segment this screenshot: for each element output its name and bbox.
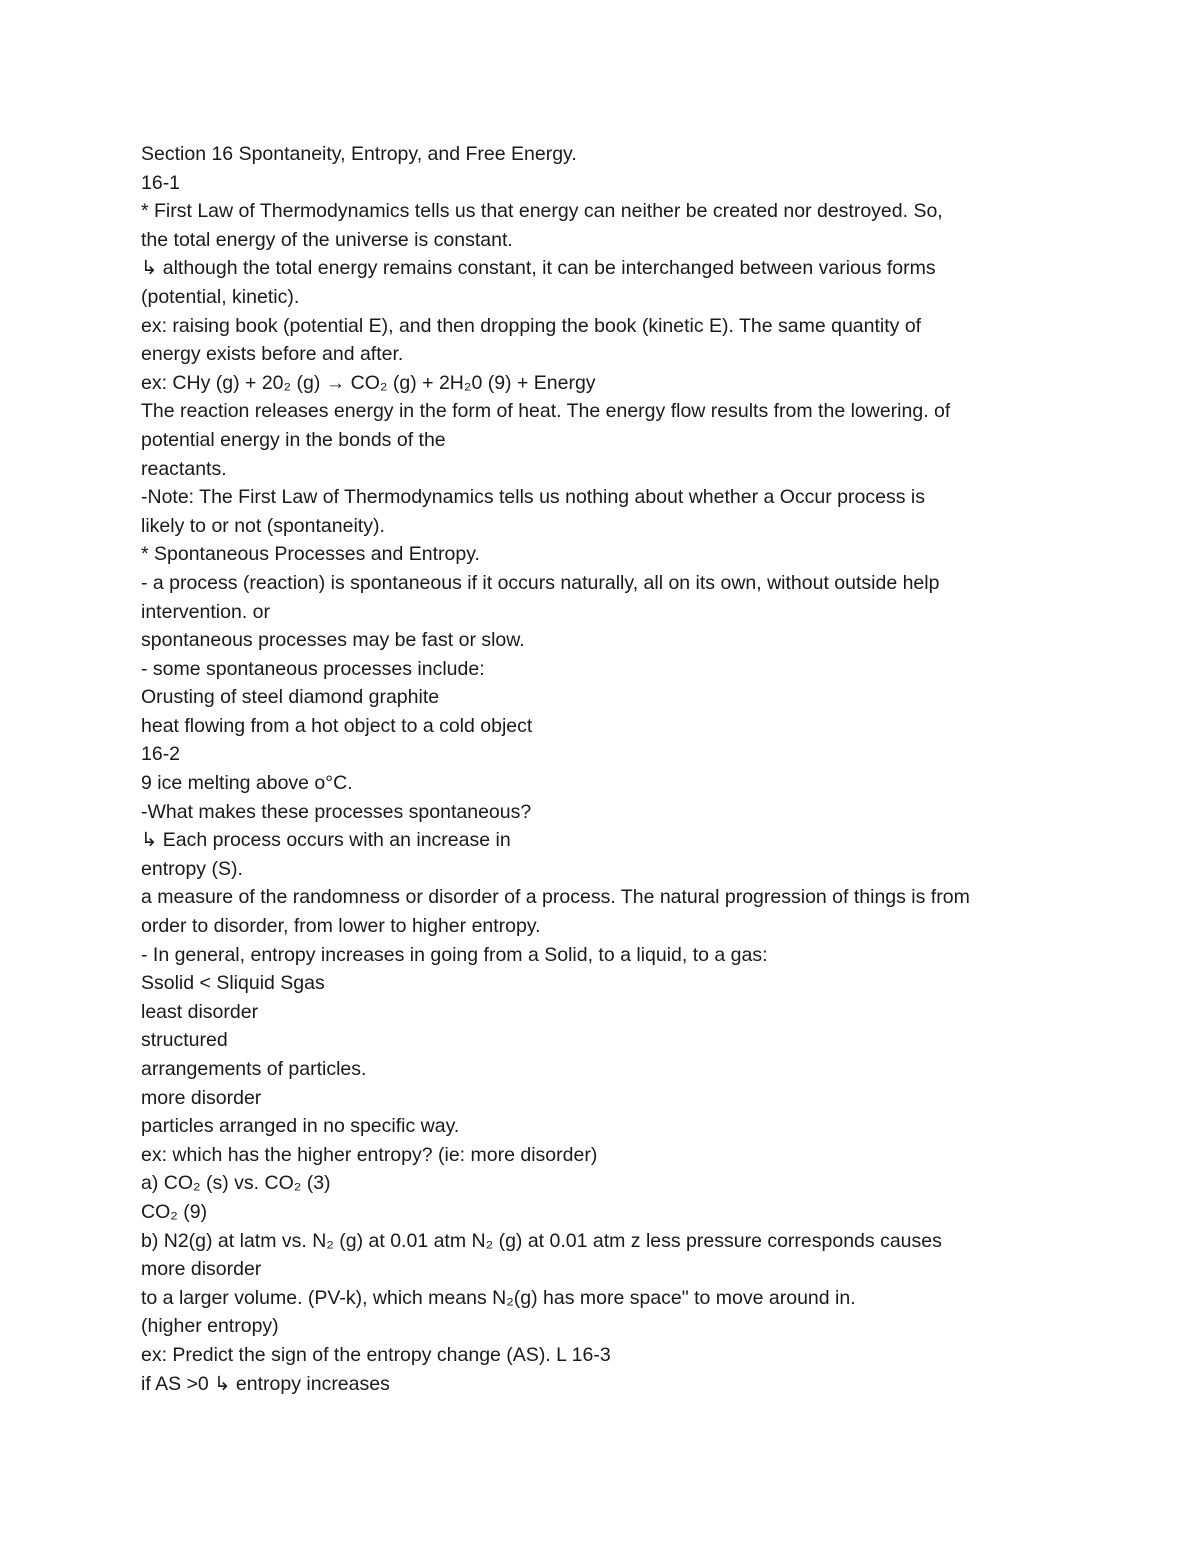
text-line: - In general, entropy increases in going from a Solid, to a liquid, to a gas: bbox=[141, 943, 768, 966]
text-line: to a larger volume. (PV-k), which means N₂(g) has more space" to move around in. bbox=[141, 1286, 856, 1309]
text-line: potential energy in the bonds of the bbox=[141, 428, 446, 451]
text-line: heat flowing from a hot object to a cold object bbox=[141, 714, 533, 737]
text-line: ex: which has the higher entropy? (ie: more disorder) bbox=[141, 1143, 598, 1166]
text-line: - a process (reaction) is spontaneous if it occurs naturally, all on its own, without outside help bbox=[141, 571, 940, 594]
text-line: * First Law of Thermodynamics tells us that energy can neither be created nor destroyed. So, bbox=[141, 200, 943, 223]
document-body bbox=[141, 140, 1071, 1398]
text-line: energy exists before and after. bbox=[141, 343, 404, 366]
text-line: (potential, kinetic). bbox=[141, 285, 300, 308]
text-line: Orusting of steel diamond graphite bbox=[141, 686, 440, 709]
text-line: 9 ice melting above o°C. bbox=[141, 772, 353, 795]
text-line: reactants. bbox=[141, 457, 227, 480]
text-line: particles arranged in no specific way. bbox=[141, 1115, 460, 1138]
text-line: if AS >0 ↳ entropy increases bbox=[141, 1372, 390, 1395]
text-line: a measure of the randomness or disorder of a process. The natural progression of things is from bbox=[141, 886, 970, 909]
text-line: more disorder bbox=[141, 1258, 262, 1281]
text-line: more disorder bbox=[141, 1086, 262, 1109]
text-line: entropy (S). bbox=[141, 857, 243, 880]
text-line: b) N2(g) at latm vs. N₂ (g) at 0.01 atm N₂ (g) at 0.01 atm z less pressure corresponds causes bbox=[141, 1229, 942, 1252]
text-line: the total energy of the universe is constant. bbox=[141, 228, 513, 251]
text-line: Ssolid < Sliquid Sgas bbox=[141, 972, 325, 995]
text-line: -What makes these processes spontaneous? bbox=[141, 800, 532, 823]
text-line: likely to or not (spontaneity). bbox=[141, 514, 385, 537]
page-number: 16-1 bbox=[141, 171, 181, 194]
text-line: intervention. or bbox=[141, 600, 270, 623]
text-line: The reaction releases energy in the form of heat. The energy flow results from the lowering. of bbox=[141, 400, 951, 423]
equation-line: ex: CHy (g) + 20₂ (g) → CO₂ (g) + 2H₂0 (9) + Energy bbox=[141, 371, 596, 394]
text-line: least disorder bbox=[141, 1000, 259, 1023]
text-line: ex: Predict the sign of the entropy change (AS). L 16-3 bbox=[141, 1343, 611, 1366]
text-line: structured bbox=[141, 1029, 228, 1052]
text-line: (higher entropy) bbox=[141, 1315, 279, 1338]
text-line: CO₂ (9) bbox=[141, 1200, 208, 1223]
page-number: 16-2 bbox=[141, 743, 181, 766]
text-line: -Note: The First Law of Thermodynamics tells us nothing about whether a Occur process is bbox=[141, 486, 925, 509]
text-line: ↳ although the total energy remains constant, it can be interchanged between various forms bbox=[141, 257, 936, 280]
text-line: spontaneous processes may be fast or slow. bbox=[141, 629, 525, 652]
text-line: a) CO₂ (s) vs. CO₂ (3) bbox=[141, 1172, 331, 1195]
section-title: Section 16 Spontaneity, Entropy, and Free Energy. bbox=[141, 143, 577, 165]
text-line: - some spontaneous processes include: bbox=[141, 657, 485, 680]
text-line: order to disorder, from lower to higher entropy. bbox=[141, 915, 541, 938]
subheading: * Spontaneous Processes and Entropy. bbox=[141, 543, 480, 566]
text-line: arrangements of particles. bbox=[141, 1058, 367, 1080]
text-line: ex: raising book (potential E), and then dropping the book (kinetic E). The same quantity of bbox=[141, 314, 922, 337]
text-line: ↳ Each process occurs with an increase in bbox=[141, 829, 511, 852]
